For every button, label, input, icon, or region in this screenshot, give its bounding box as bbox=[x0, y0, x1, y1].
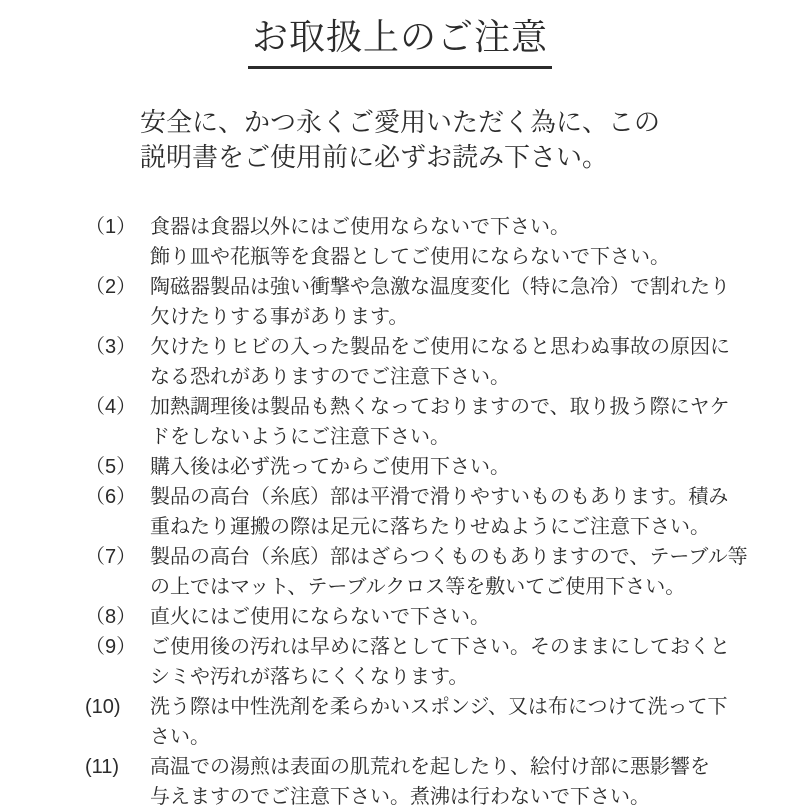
precaution-line: 製品の高台（糸底）部は平滑で滑りやすいものもあります。積み bbox=[150, 486, 729, 508]
precaution-line: シミや汚れが落ちにくくなります。 bbox=[150, 666, 469, 688]
precaution-text bbox=[150, 482, 728, 542]
precaution-line: 加熱調理後は製品も熱くなっておりますので、取り扱う際にヤケ bbox=[150, 396, 730, 418]
precaution-line: 高温での湯煎は表面の肌荒れを起したり、絵付け部に悪影響を bbox=[150, 756, 710, 778]
precaution-line: の上ではマット、テーブルクロス等を敷いてご使用下さい。 bbox=[150, 576, 686, 598]
precaution-text bbox=[150, 392, 730, 452]
precaution-item bbox=[85, 272, 730, 332]
precaution-line: 欠けたりする事があります。 bbox=[150, 306, 409, 328]
page-title: お取扱上のご注意 bbox=[248, 14, 552, 69]
precaution-item bbox=[85, 632, 730, 692]
precaution-number: （3） bbox=[85, 336, 137, 358]
precaution-line: 与えますのでご注意下さい。煮沸は行わないで下さい。 bbox=[150, 786, 650, 808]
precaution-item bbox=[85, 452, 720, 482]
precaution-line: 陶磁器製品は強い衝撃や急激な温度変化（特に急冷）で割れたり bbox=[150, 276, 730, 298]
precaution-text bbox=[150, 632, 730, 692]
precaution-line: 購入後は必ず洗ってからご使用下さい。 bbox=[150, 456, 510, 478]
precaution-number: （6） bbox=[85, 486, 137, 508]
precaution-text bbox=[150, 602, 720, 632]
precaution-line: 製品の高台（糸底）部はざらつくものもありますので、テーブル等 bbox=[150, 546, 748, 568]
precaution-line: ご使用後の汚れは早めに落として下さい。そのままにしておくと bbox=[150, 636, 730, 658]
precaution-number: （4） bbox=[85, 396, 137, 418]
precaution-item bbox=[85, 692, 728, 752]
precaution-line: なる恐れがありますのでご注意下さい。 bbox=[150, 366, 510, 388]
precaution-number: (10) bbox=[85, 696, 121, 718]
precaution-item bbox=[85, 542, 748, 602]
precaution-number: （1） bbox=[85, 216, 137, 238]
intro-line-1: 安全に、かつ永くご愛用いただく為に、この bbox=[140, 107, 661, 137]
precautions-list bbox=[85, 212, 748, 812]
precaution-number: （5） bbox=[85, 456, 137, 478]
precaution-item bbox=[85, 392, 730, 452]
precaution-item bbox=[85, 482, 729, 542]
precaution-number: （9） bbox=[85, 636, 137, 658]
precaution-line: ドをしないようにご注意下さい。 bbox=[150, 426, 450, 448]
precaution-item bbox=[85, 752, 720, 812]
precaution-text bbox=[150, 692, 728, 752]
intro-text bbox=[140, 105, 800, 175]
precaution-line: 飾り皿や花瓶等を食器としてご使用にならないで下さい。 bbox=[150, 246, 670, 268]
precaution-text bbox=[150, 212, 720, 272]
title-container bbox=[0, 14, 800, 69]
precaution-number: (11) bbox=[85, 756, 120, 778]
precaution-line: さい。 bbox=[150, 726, 210, 748]
precaution-number: （7） bbox=[85, 546, 137, 568]
precaution-text bbox=[150, 752, 720, 812]
precaution-number: （2） bbox=[85, 276, 137, 298]
precaution-item bbox=[85, 212, 720, 272]
precaution-number: （8） bbox=[85, 606, 137, 628]
precaution-item bbox=[85, 332, 730, 392]
precaution-line: 食器は食器以外にはご使用ならないで下さい。 bbox=[150, 216, 570, 238]
precaution-text bbox=[150, 332, 730, 392]
precaution-line: 欠けたりヒビの入った製品をご使用になると思わぬ事故の原因に bbox=[150, 336, 730, 358]
precaution-line: 洗う際は中性洗剤を柔らかいスポンジ、又は布につけて洗って下 bbox=[150, 696, 728, 718]
precaution-line: 直火にはご使用にならないで下さい。 bbox=[150, 606, 490, 628]
precaution-text bbox=[150, 542, 748, 602]
precaution-text bbox=[150, 272, 730, 332]
precaution-item bbox=[85, 602, 720, 632]
intro-line-2: 説明書をご使用前に必ずお読み下さい。 bbox=[140, 142, 609, 172]
precaution-line: 重ねたり運搬の際は足元に落ちたりせぬようにご注意下さい。 bbox=[150, 516, 710, 538]
precaution-text bbox=[150, 452, 720, 482]
